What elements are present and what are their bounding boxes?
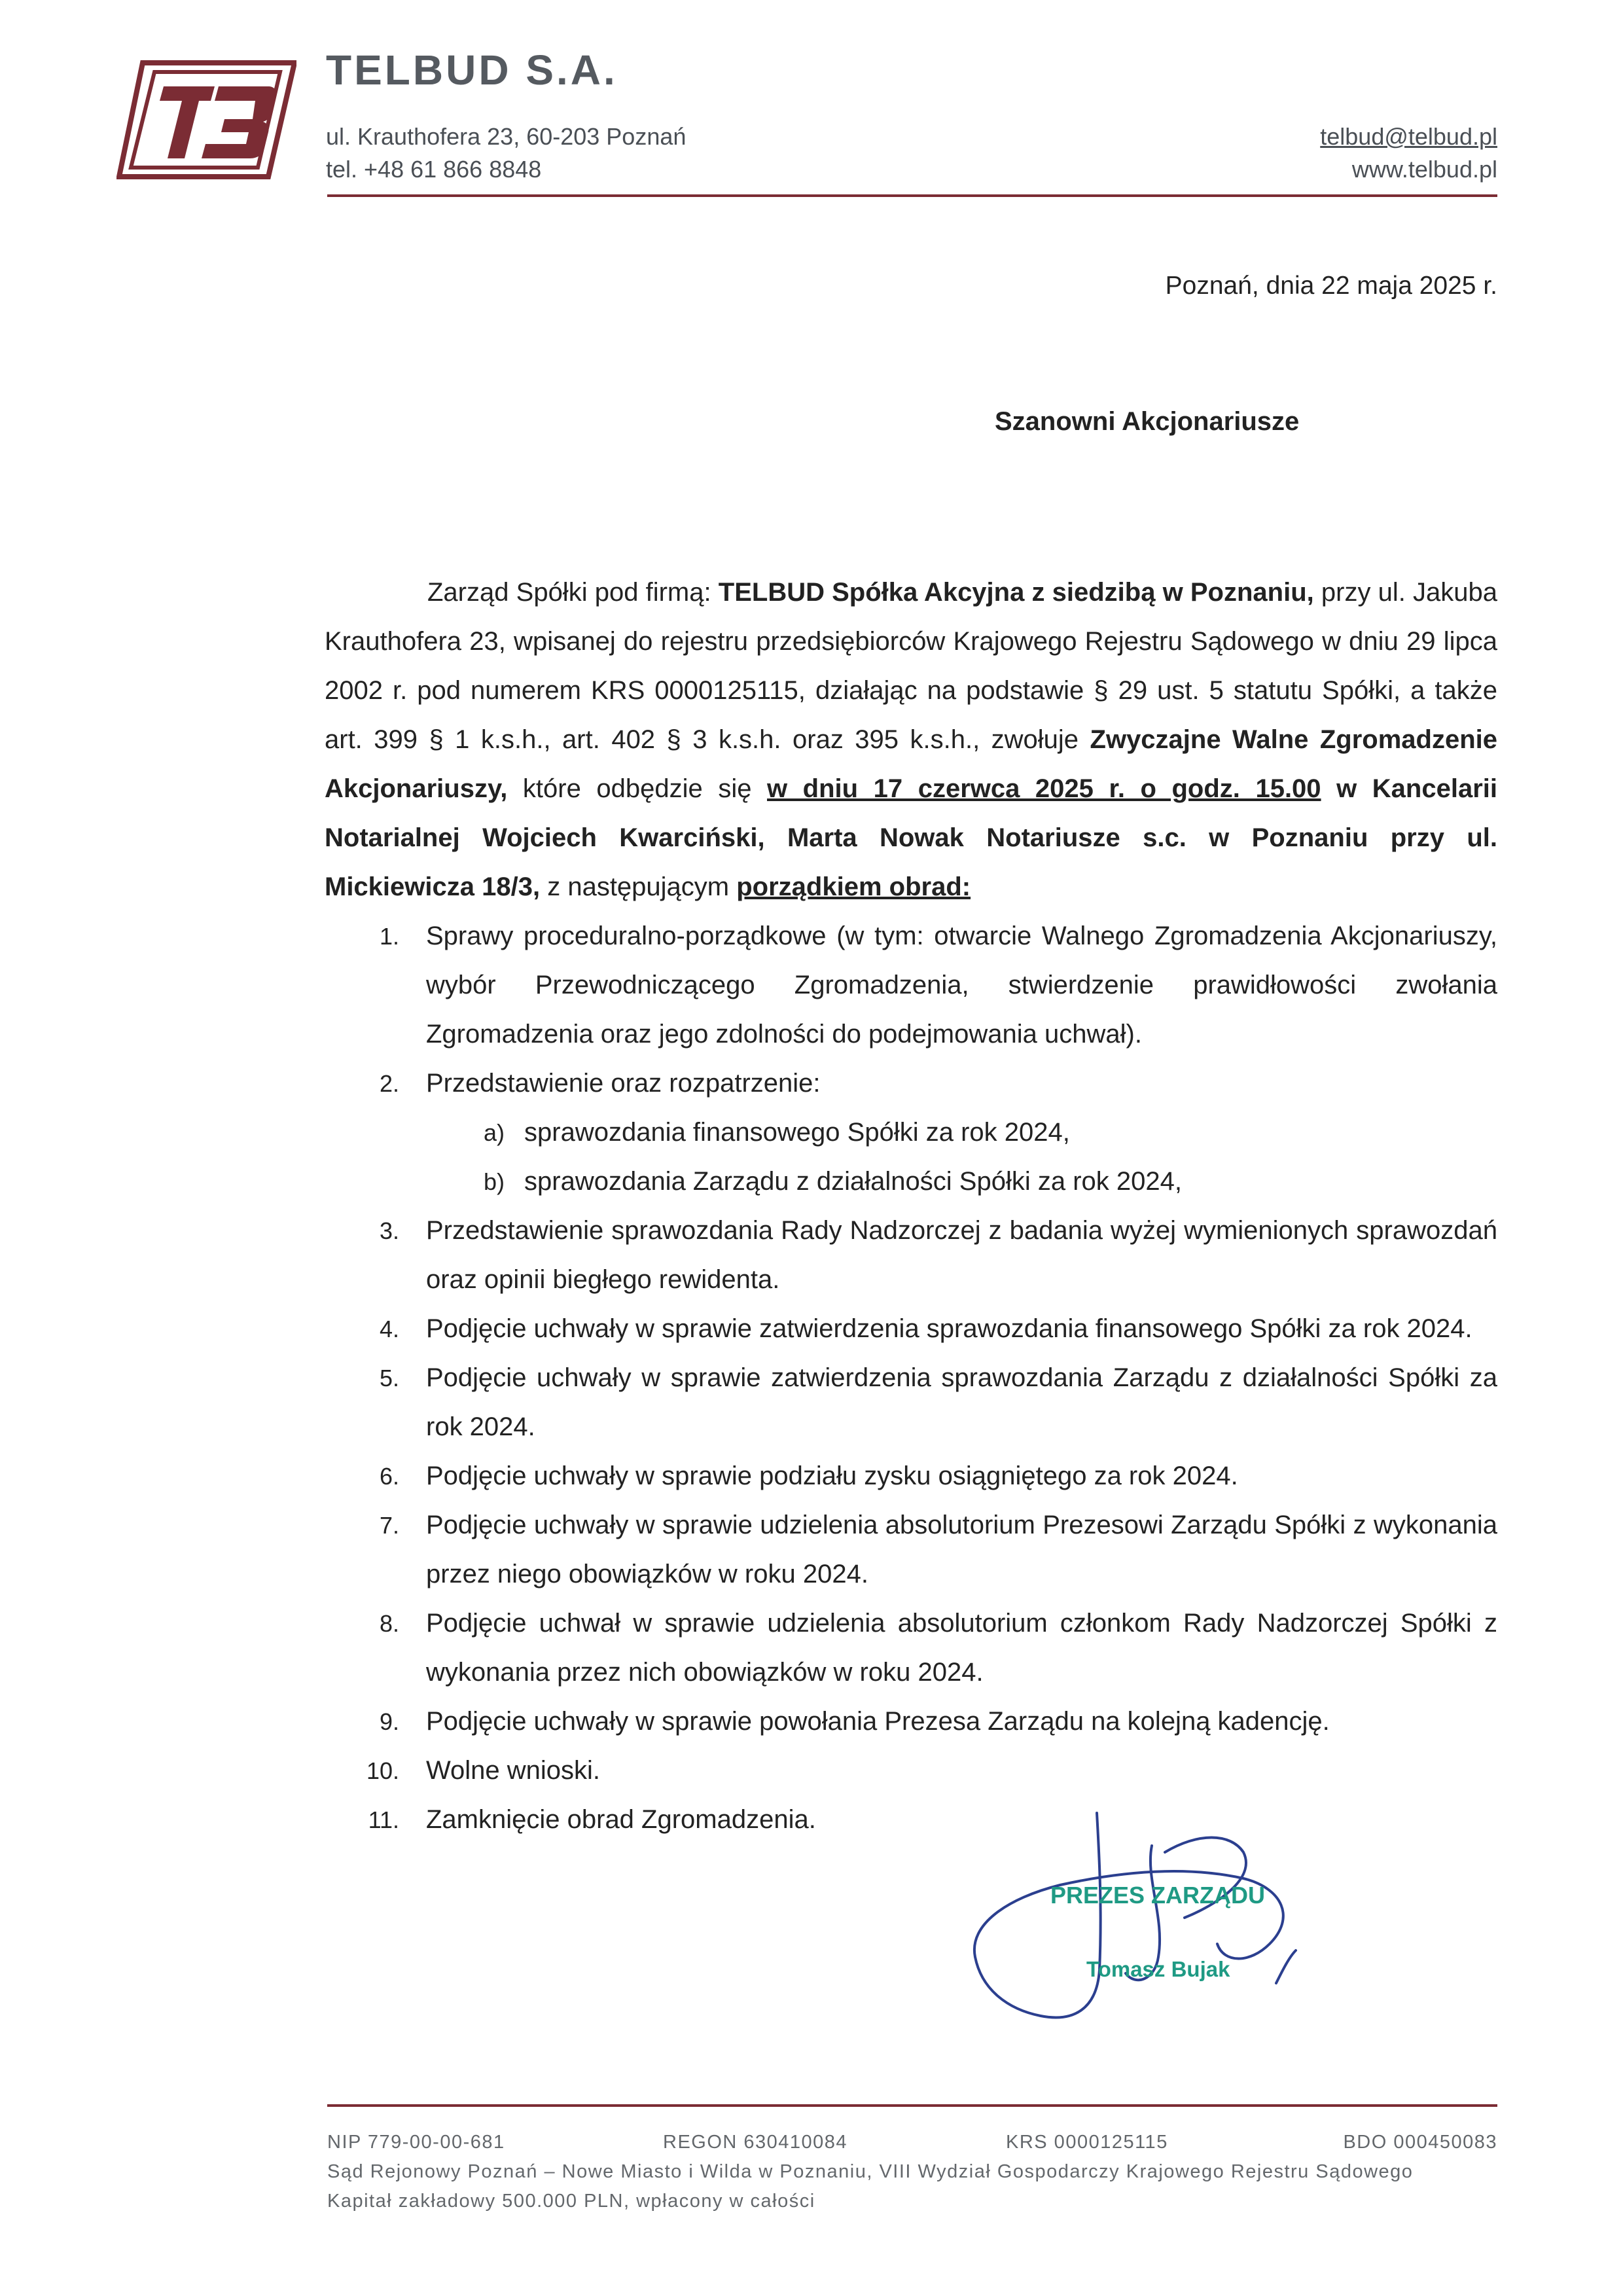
intro-paragraph: [325, 568, 1497, 912]
meeting-location: w Kancelarii Notarialnej Wojciech Kwarciński, Marta Nowak Notariusze s.c. w Poznaniu przy ul. Mickiewicza 18/3,: [325, 774, 1497, 901]
agenda-number: 6.: [379, 1463, 399, 1490]
agenda-number: 1.: [379, 923, 399, 950]
letter-date: Poznań, dnia 22 maja 2025 r.: [1165, 272, 1497, 300]
agenda-number: 11.: [368, 1806, 399, 1833]
agenda-subitem: [426, 1108, 1497, 1157]
agenda-number: 4.: [379, 1316, 399, 1342]
company-name: TELBUD S.A.: [326, 46, 618, 94]
header-divider: [327, 194, 1497, 197]
letter-body: [325, 568, 1497, 1844]
agenda-subnumber: b): [483, 1168, 505, 1195]
company-address: ul. Krauthofera 23, 60-203 Poznań: [326, 123, 687, 150]
agenda-number: 10.: [366, 1757, 399, 1784]
agenda-item: [325, 1304, 1497, 1354]
agenda-subnumber: a): [483, 1119, 505, 1146]
company-website-link[interactable]: www.telbud.pl: [1351, 156, 1497, 183]
agenda-number: 7.: [379, 1512, 399, 1539]
agenda-number: 5.: [379, 1365, 399, 1391]
signature-stamp-title: PREZES ZARZĄDU: [1050, 1882, 1266, 1909]
intro-text: przy ul. Jakuba Krauthofera 23, wpisanej do rejestru przedsiębiorców Krajowego Rejestru Sądowego w dniu 29 lipca 2002 r. pod numerem KRS 0000125115, działając na podstawie § 29 ust. 5 statutu Spółki, a także art. 399 § 1 k.s.h., art. 402 § 3 k.s.h. oraz 395 k.s.h., zwołuje: [325, 578, 1497, 754]
agenda-sublist: [426, 1108, 1497, 1206]
meeting-name: Zwyczajne Walne Zgromadzenie Akcjonariuszy,: [325, 725, 1497, 803]
agenda-heading: porządkiem obrad:: [736, 872, 971, 901]
agenda-subtext: sprawozdania Zarządu z działalności Spółki za rok 2024,: [524, 1167, 1182, 1196]
agenda-item: [325, 1059, 1497, 1206]
agenda-item: [325, 1599, 1497, 1697]
company-phone: tel. +48 61 866 8848: [326, 156, 542, 183]
intro-text: z następującym: [540, 872, 737, 901]
company-logo: [116, 60, 296, 179]
footer-regon: REGON 630410084: [663, 2132, 848, 2153]
footer-bdo: BDO 000450083: [1343, 2132, 1497, 2153]
agenda-subtext: sprawozdania finansowego Spółki za rok 2024,: [524, 1118, 1070, 1147]
agenda-text: Zamknięcie obrad Zgromadzenia.: [426, 1805, 816, 1834]
agenda-text: Podjęcie uchwały w sprawie powołania Prezesa Zarządu na kolejną kadencję.: [426, 1707, 1330, 1736]
agenda-number: 3.: [379, 1217, 399, 1244]
agenda-item: [325, 912, 1497, 1059]
footer-krs: KRS 0000125115: [1006, 2132, 1168, 2153]
footer-court: Sąd Rejonowy Poznań – Nowe Miasto i Wilda w Poznaniu, VIII Wydział Gospodarczy Krajowego Rejestru Sądowego: [327, 2161, 1414, 2182]
footer-capital: Kapitał zakładowy 500.000 PLN, wpłacony w całości: [327, 2191, 815, 2212]
agenda-item: [325, 1746, 1497, 1795]
meeting-datetime: w dniu 17 czerwca 2025 r. o godz. 15.00: [767, 774, 1321, 803]
agenda-item: [325, 1206, 1497, 1304]
agenda-item: [325, 1501, 1497, 1599]
agenda-text: Podjęcie uchwał w sprawie udzielenia absolutorium członkom Rady Nadzorczej Spółki z wykonania przez nich obowiązków w roku 2024.: [426, 1609, 1497, 1687]
agenda-text: Przedstawienie oraz rozpatrzenie:: [426, 1069, 821, 1098]
handwritten-signature: [969, 1806, 1335, 2029]
footer-divider: [327, 2104, 1497, 2107]
company-email-link[interactable]: telbud@telbud.pl: [1320, 123, 1497, 150]
letter-greeting: Szanowni Akcjonariusze: [995, 407, 1300, 436]
intro-text: które odbędzie się: [507, 774, 768, 803]
agenda-text: Podjęcie uchwały w sprawie zatwierdzenia sprawozdania finansowego Spółki za rok 2024.: [426, 1314, 1472, 1343]
agenda-number: 2.: [379, 1070, 399, 1097]
agenda-text: Podjęcie uchwały w sprawie udzielenia absolutorium Prezesowi Zarządu Spółki z wykonania przez niego obowiązków w roku 2024.: [426, 1511, 1497, 1588]
agenda-item: [325, 1697, 1497, 1746]
agenda-subitem: [426, 1157, 1497, 1206]
company-legal-name: TELBUD Spółka Akcyjna z siedzibą w Poznaniu,: [718, 578, 1314, 607]
intro-text: Zarząd Spółki pod firmą:: [427, 578, 719, 607]
agenda-item: [325, 1452, 1497, 1501]
agenda-text: Przedstawienie sprawozdania Rady Nadzorczej z badania wyżej wymienionych sprawozdań oraz opinii biegłego rewidenta.: [426, 1216, 1497, 1294]
signature-stamp-name: Tomasz Bujak: [1086, 1957, 1230, 1981]
agenda-item: [325, 1354, 1497, 1452]
agenda-text: Podjęcie uchwały w sprawie zatwierdzenia sprawozdania Zarządu z działalności Spółki za rok 2024.: [426, 1363, 1497, 1441]
agenda-list: [325, 912, 1497, 1844]
agenda-number: 8.: [379, 1610, 399, 1637]
agenda-number: 9.: [379, 1708, 399, 1735]
agenda-text: Wolne wnioski.: [426, 1756, 601, 1785]
agenda-text: Podjęcie uchwały w sprawie podziału zysku osiągniętego za rok 2024.: [426, 1462, 1238, 1490]
agenda-text: Sprawy proceduralno-porządkowe (w tym: otwarcie Walnego Zgromadzenia Akcjonariuszy, wybór Przewodniczącego Zgromadzenia, stwierdzenie prawidłowości zwołania Zgromadzenia oraz jego zdolności do podejmowania uchwał).: [426, 922, 1497, 1049]
footer-nip: NIP 779-00-00-681: [327, 2132, 505, 2153]
